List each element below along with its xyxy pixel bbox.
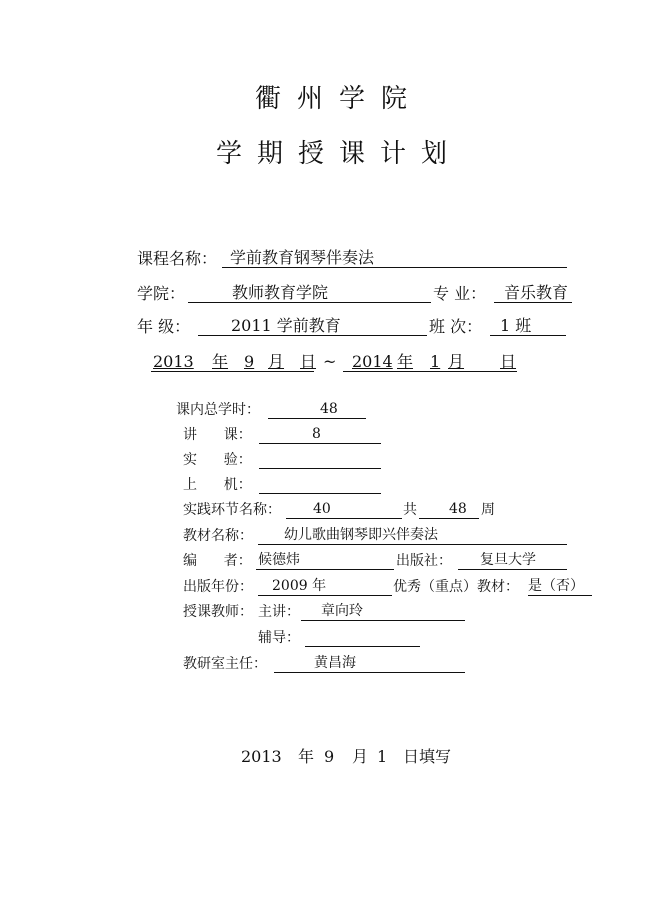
lecturer-value: 章向玲: [321, 603, 363, 619]
author-value: 候德炜: [258, 552, 300, 568]
period-start-underline: [151, 371, 314, 372]
pub-year-field: [258, 577, 392, 596]
week-label: 周: [481, 502, 495, 518]
lecturer-label: 主讲：: [258, 604, 300, 620]
practice-label: 实践环节名称：: [183, 502, 281, 518]
publisher-value: 复旦大学: [480, 552, 536, 568]
footer-day: 1: [377, 747, 388, 766]
total-hours-label: 课内总学时：: [176, 402, 260, 418]
total-label: 共: [403, 502, 417, 518]
college-label: 学院：: [137, 284, 186, 303]
director-field: [274, 654, 465, 673]
experiment-field: [259, 450, 381, 469]
total-hours-field: [268, 400, 366, 419]
major-field: [494, 284, 572, 303]
director-value: 黄昌海: [314, 655, 356, 671]
period-start-year: 2013: [153, 352, 194, 371]
total-weeks-field: [419, 500, 479, 519]
publisher-field: [458, 551, 567, 570]
period-day-char-1: 日: [300, 352, 317, 371]
course-value: 学前教育钢琴伴奏法: [230, 248, 375, 267]
footer-fill-label: 日填写: [403, 747, 452, 766]
grade-value: 2011 学前教育: [231, 316, 341, 335]
publisher-label: 出版社：: [396, 553, 452, 569]
period-month-char-1: 月: [268, 352, 285, 371]
director-label: 教研室主任：: [183, 656, 267, 672]
period-day-char-2: 日: [500, 352, 517, 371]
college-field: [188, 284, 431, 303]
footer-month-char: 月: [352, 747, 369, 766]
excellent-label: 优秀（重点）教材：: [393, 579, 519, 595]
major-label: 专 业：: [433, 284, 487, 303]
period-year-char-1: 年: [212, 352, 229, 371]
teacher-label: 授课教师：: [183, 604, 253, 620]
period-month-char-2: 月: [448, 352, 465, 371]
lecture-field: [259, 425, 381, 444]
course-label: 课程名称：: [137, 249, 218, 268]
practice-field: [286, 500, 402, 519]
school-name: 衢州学院: [255, 84, 424, 114]
class-field: [490, 317, 566, 336]
experiment-label: 实 验：: [183, 452, 252, 468]
pub-year-label: 出版年份：: [183, 579, 253, 595]
lecturer-field: [301, 602, 465, 621]
period-tilde: ~: [323, 352, 337, 371]
total-hours-value: 48: [320, 401, 338, 417]
lecture-label: 讲 课：: [183, 427, 252, 443]
excellent-field: [528, 577, 592, 596]
class-label: 班 次：: [429, 317, 483, 336]
computer-label: 上 机：: [183, 477, 252, 493]
pub-year-value: 2009 年: [272, 578, 327, 594]
class-value: 1 班: [500, 316, 532, 335]
grade-field: [198, 317, 427, 336]
author-field: [256, 551, 394, 570]
grade-label: 年 级：: [137, 317, 191, 336]
college-value: 教师教育学院: [232, 283, 329, 302]
assistant-label: 辅导：: [258, 630, 300, 646]
period-end-month: 1: [430, 352, 441, 371]
textbook-label: 教材名称：: [183, 528, 253, 544]
practice-value: 40: [313, 501, 331, 517]
textbook-field: [258, 526, 567, 545]
course-field: [222, 249, 567, 268]
document-title: 学期授课计划: [216, 139, 463, 169]
assistant-field: [305, 628, 420, 647]
excellent-value: 是（否）: [528, 578, 584, 594]
major-value: 音乐教育: [504, 283, 569, 302]
footer-year: 2013: [241, 747, 282, 766]
total-weeks-value: 48: [449, 501, 467, 517]
lecture-value: 8: [312, 426, 321, 442]
period-start-month: 9: [244, 352, 255, 371]
period-year-char-2: 年: [397, 352, 414, 371]
period-end-underline: [343, 371, 517, 372]
textbook-value: 幼儿歌曲钢琴即兴伴奏法: [284, 527, 438, 543]
period-end-year: 2014: [352, 352, 393, 371]
footer-year-char: 年: [298, 747, 315, 766]
author-label: 编 者：: [183, 553, 252, 569]
computer-field: [259, 475, 381, 494]
footer-month: 9: [324, 747, 335, 766]
